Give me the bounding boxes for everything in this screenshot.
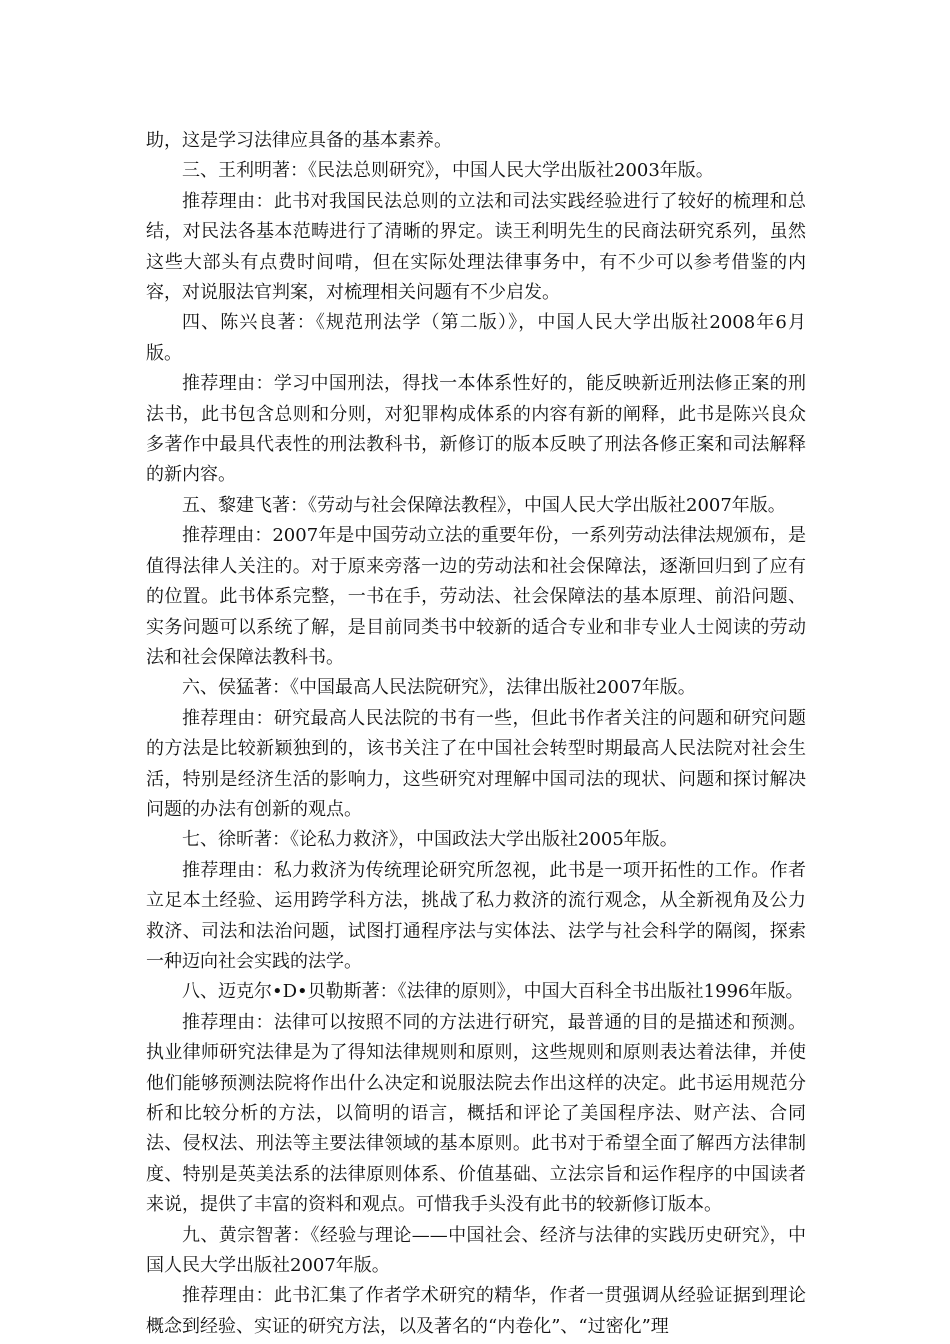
recommendation-reason-9: 推荐理由：此书汇集了作者学术研究的精华，作者一贯强调从经验证据到理论概念到经验、实证的研究方法，以及著名的“内卷化”、“过密化”理 — [146, 1285, 806, 1337]
recommendation-reason-5: 推荐理由：2007年是中国劳动立法的重要年份，一系列劳动法律法规颁布，是值得法律人关注的。对于原来旁落一边的劳动法和社会保障法，逐渐回归到了应有的位置。此书体系完整，一书在手，劳动法、社会保障法的基本原理、前沿问题、实务问题可以系统了解，是目前同类书中较新的适合专业和非专业人士阅读的劳动法和社会保障法教科书。 — [146, 525, 806, 668]
recommendation-reason-7: 推荐理由：私力救济为传统理论研究所忽视，此书是一项开拓性的工作。作者立足本土经验、运用跨学科方法，挑战了私力救济的流行观念，从全新视角及公力救济、司法和法治问题，试图打通程序法与实体法、法学与社会科学的隔阂，探索一种迈向社会实践的法学。 — [146, 859, 806, 972]
book-entry-6: 六、侯猛著：《中国最高人民法院研究》，法律出版社2007年版。 — [182, 677, 696, 699]
recommendation-reason-3: 推荐理由：此书对我国民法总则的立法和司法实践经验进行了较好的梳理和总结，对民法各基本范畴进行了清晰的界定。读王利明先生的民商法研究系列，虽然这些大部头有点费时间啃，但在实际处理法律事务中，有不少可以参考借鉴的内容，对说服法官判案，对梳理相关问题有不少启发。 — [146, 190, 806, 304]
book-entry-4: 四、陈兴良著：《规范刑法学（第二版）》，中国人民大学出版社2008年6月版。 — [146, 312, 806, 364]
recommendation-reason-4: 推荐理由：学习中国刑法，得找一本体系性好的，能反映新近刑法修正案的刑法书，此书包含总则和分则，对犯罪构成体系的内容有新的阐释，此书是陈兴良众多著作中最具代表性的刑法教科书，新修订的版本反映了刑法各修正案和司法解释的新内容。 — [146, 373, 806, 486]
book-entry-7: 七、徐昕著：《论私力救济》，中国政法大学出版社2005年版。 — [182, 829, 678, 851]
recommendation-reason-6: 推荐理由：研究最高人民法院的书有一些，但此书作者关注的问题和研究问题的方法是比较新颖独到的，该书关注了在中国社会转型时期最高人民法院对社会生活，特别是经济生活的影响力，这些研究对理解中国司法的现状、问题和探讨解决问题的办法有创新的观点。 — [146, 707, 806, 820]
paragraph-continuation: 助，这是学习法律应具备的基本素养。 — [146, 130, 452, 151]
recommendation-reason-8: 推荐理由：法律可以按照不同的方法进行研究，最普通的目的是描述和预测。执业律师研究法律是为了得知法律规则和原则，这些规则和原则表达着法律，并使他们能够预测法院将作出什么决定和说服法院去作出这样的决定。此书运用规范分析和比较分析的方法，以简明的语言，概括和评论了美国程序法、财产法、合同法、侵权法、刑法等主要法律领域的基本原则。此书对于希望全面了解西方法律制度、特别是英美法系的法律原则体系、价值基础、立法宗旨和运作程序的中国读者来说，提供了丰富的资料和观点。可惜我手头没有此书的较新修订版本。 — [146, 1011, 806, 1216]
book-entry-8: 八、迈克尔•D•贝勒斯著：《法律的原则》，中国大百科全书出版社1996年版。 — [182, 981, 804, 1003]
book-entry-3: 三、王利明著：《民法总则研究》，中国人民大学出版社2003年版。 — [182, 160, 714, 182]
book-entry-9: 九、黄宗智著：《经验与理论——中国社会、经济与法律的实践历史研究》，中国人民大学出版社2007年版。 — [146, 1224, 806, 1277]
book-entry-5: 五、黎建飞著：《劳动与社会保障法教程》，中国人民大学出版社2007年版。 — [182, 494, 786, 516]
document-page — [146, 126, 806, 1342]
